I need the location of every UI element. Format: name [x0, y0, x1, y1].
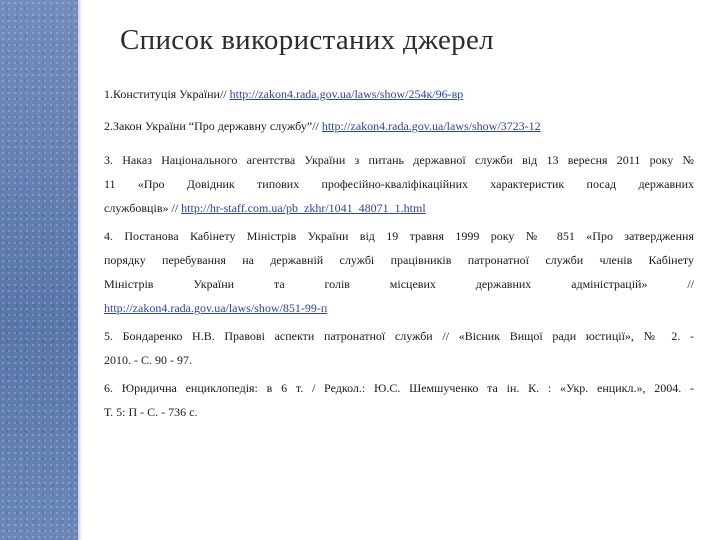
source-item-1	[104, 82, 694, 106]
source-item-2	[104, 114, 694, 138]
source-4-line-1: 4. Постанова Кабінету Міністрів України від 19 травня 1999 року № 851 «Про затвердження	[104, 229, 694, 243]
source-3-line-3	[104, 196, 694, 220]
source-item-6	[104, 376, 694, 424]
source-3-text: службовців» //	[104, 201, 182, 215]
source-3-line-2: 11 «Про Довідник типових професійно-кваліфікаційних характеристик посад державних	[104, 177, 694, 191]
slide-title: Список використаних джерел	[120, 24, 494, 56]
source-2-link[interactable]: http://zakon4.rada.gov.ua/laws/show/3723-12	[321, 119, 541, 133]
source-1-link[interactable]: http://zakon4.rada.gov.ua/laws/show/254к/96-вр	[229, 87, 464, 101]
sidebar-edge	[78, 0, 82, 540]
source-4-line-3: Міністрів України та голів місцевих державних адміністрацій» //	[104, 277, 694, 291]
source-4-link[interactable]: http://zakon4.rada.gov.ua/laws/show/851-99-п	[104, 301, 328, 315]
source-item-5	[104, 324, 694, 372]
source-5-line-1: 5. Бондаренко Н.В. Правові аспекти патронатної служби // «Вісник Вищої ради юстиції», № 2. -	[104, 329, 694, 343]
sidebar-shade	[0, 0, 78, 540]
source-4-line-2: порядку перебування на державній службі працівників патронатної служби членів Кабінету	[104, 253, 694, 267]
source-6-line-2: Т. 5: П - С. - 736 с.	[104, 405, 198, 419]
source-3-link[interactable]: http://hr-staff.com.ua/pb_zkhr/1041_48071_1.html	[181, 201, 426, 215]
source-2-text: 2.Закон України “Про державну службу”//	[104, 119, 322, 133]
source-5-line-2: 2010. - С. 90 - 97.	[104, 353, 192, 367]
source-6-line-1: 6. Юридична енциклопедія: в 6 т. / Редкол.: Ю.С. Шемшученко та ін. К. : «Укр. енцикл.», 2004. -	[104, 381, 694, 395]
source-4-line-4	[104, 296, 694, 320]
source-item-4	[104, 224, 694, 320]
sources-list	[104, 82, 694, 428]
source-item-3	[104, 148, 694, 220]
source-3-line-1: 3. Наказ Національного агентства України з питань державної служби від 13 вересня 2011 року №	[104, 153, 694, 167]
source-1-text: 1.Конституція України//	[104, 87, 230, 101]
